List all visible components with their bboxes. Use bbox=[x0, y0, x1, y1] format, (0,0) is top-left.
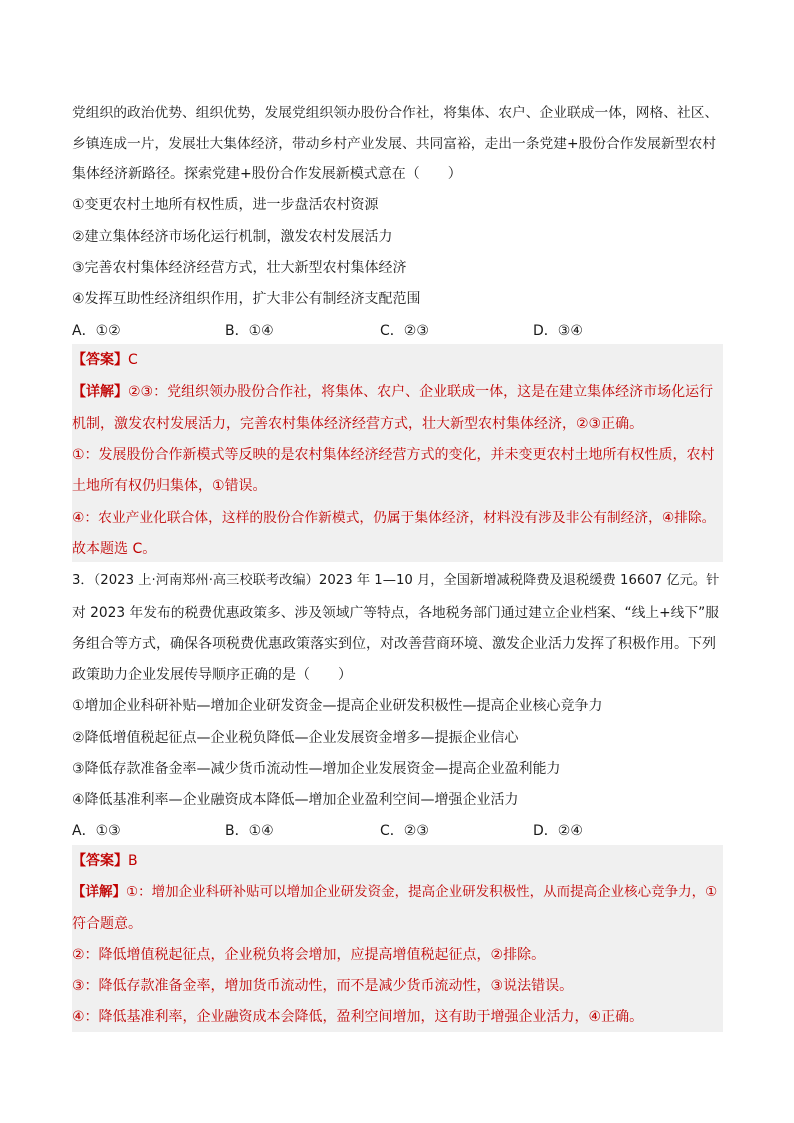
q2-option-d: D．③④ bbox=[533, 323, 583, 339]
q2-detail-line-3: ①：发展股份合作新模式等反映的是农村集体经济经营方式的变化，并未变更农村土地所有权性质，农村 bbox=[72, 447, 715, 463]
q2-stem-line-1: 党组织的政治优势、组织优势，发展党组织领办股份合作社，将集体、农户、企业联成一体，网格、社区、 bbox=[72, 105, 719, 121]
q2-detail-line-4: 土地所有权仍归集体，①错误。 bbox=[72, 478, 267, 494]
q3-option-a: A．①③ bbox=[72, 823, 121, 839]
q2-detail-line-1 bbox=[72, 382, 722, 402]
q2-item-3: ③完善农村集体经济经营方式，壮大新型农村集体经济 bbox=[72, 260, 407, 276]
q2-item-1: ①变更农村土地所有权性质，进一步盘活农村资源 bbox=[72, 197, 379, 213]
q3-detail-line-4: ③：降低存款准备金率，增加货币流动性，而不是减少货币流动性，③说法错误。 bbox=[72, 978, 574, 994]
q2-answer-box bbox=[72, 344, 723, 562]
q2-detail-line-6: 故本题选 C。 bbox=[72, 541, 157, 557]
q2-answer-value: C bbox=[128, 352, 138, 368]
q3-item-2: ②降低增值税起征点—企业税负降低—企业发展资金增多—提振企业信心 bbox=[72, 730, 519, 746]
q2-option-a: A．①② bbox=[72, 323, 121, 339]
q3-answer-box bbox=[72, 845, 723, 1032]
q3-detail-line-3: ②：降低增值税起征点，企业税负将会增加，应提高增值税起征点，②排除。 bbox=[72, 947, 546, 963]
q3-option-c: C．②③ bbox=[380, 823, 429, 839]
q2-stem-line-2: 乡镇连成一片，发展壮大集体经济，带动乡村产业发展、共同富裕，走出一条党建+股份合作发展新型农村 bbox=[72, 136, 717, 152]
q3-answer bbox=[72, 851, 722, 871]
q2-answer bbox=[72, 350, 722, 370]
q2-option-c: C．②③ bbox=[380, 323, 429, 339]
q2-option-b: B．①④ bbox=[225, 323, 274, 339]
q3-detail-line-1 bbox=[72, 882, 722, 902]
q3-answer-value: B bbox=[128, 853, 138, 869]
q3-detail-text-1: ①：增加企业科研补贴可以增加企业研发资金，提高企业研发积极性，从而提高企业核心竞争力，① bbox=[126, 884, 718, 900]
q3-stem-line-1: 3．（2023 上·河南郑州·高三校联考改编）2023 年 1—10 月，全国新增减税降费及退税缓费 16607 亿元。针 bbox=[72, 573, 720, 588]
q3-stem-line-2: 对 2023 年发布的税费优惠政策多、涉及领域广等特点，各地税务部门通过建立企业档案、“线上+线下”服 bbox=[72, 605, 720, 621]
q3-option-b: B．①④ bbox=[225, 823, 274, 839]
q3-answer-label: 【答案】 bbox=[72, 853, 128, 869]
q2-detail-text-1: ②③：党组织领办股份合作社，将集体、农户、企业联成一体，这是在建立集体经济市场化运行 bbox=[128, 384, 714, 400]
q2-options bbox=[72, 321, 722, 341]
q2-stem-line-3: 集体经济新路径。探索党建+股份合作发展新模式意在（ ） bbox=[72, 166, 462, 182]
q2-item-2: ②建立集体经济市场化运行机制，激发农村发展活力 bbox=[72, 229, 393, 245]
q3-detail-label: 【详解】 bbox=[72, 884, 126, 900]
q2-detail-label: 【详解】 bbox=[72, 384, 128, 400]
q3-stem-line-4: 政策助力企业发展传导顺序正确的是（ ） bbox=[72, 667, 352, 683]
q2-detail-line-5: ④：农业产业化联合体，这样的股份合作新模式，仍属于集体经济，材料没有涉及非公有制经济，④排除。 bbox=[72, 510, 716, 526]
q3-item-3: ③降低存款准备金率—减少货币流动性—增加企业发展资金—提高企业盈利能力 bbox=[72, 761, 561, 777]
q3-detail-line-5: ④：降低基准利率，企业融资成本会降低，盈利空间增加，这有助于增强企业活力，④正确。 bbox=[72, 1009, 644, 1025]
q3-item-1: ①增加企业科研补贴—增加企业研发资金—提高企业研发积极性—提高企业核心竞争力 bbox=[72, 698, 603, 714]
q3-option-d: D．②④ bbox=[533, 823, 583, 839]
q2-detail-line-2: 机制，激发农村发展活力，完善农村集体经济经营方式，壮大新型农村集体经济，②③正确。 bbox=[72, 416, 644, 432]
q3-detail-line-2: 符合题意。 bbox=[72, 916, 142, 932]
q3-item-4: ④降低基准利率—企业融资成本降低—增加企业盈利空间—增强企业活力 bbox=[72, 792, 519, 808]
q2-answer-label: 【答案】 bbox=[72, 352, 128, 368]
q2-item-4: ④发挥互助性经济组织作用，扩大非公有制经济支配范围 bbox=[72, 291, 421, 307]
q3-options bbox=[72, 821, 722, 841]
q3-stem-line-3: 务组合等方式，确保各项税费优惠政策落实到位，对改善营商环境、激发企业活力发挥了积极作用。下列 bbox=[72, 636, 716, 652]
